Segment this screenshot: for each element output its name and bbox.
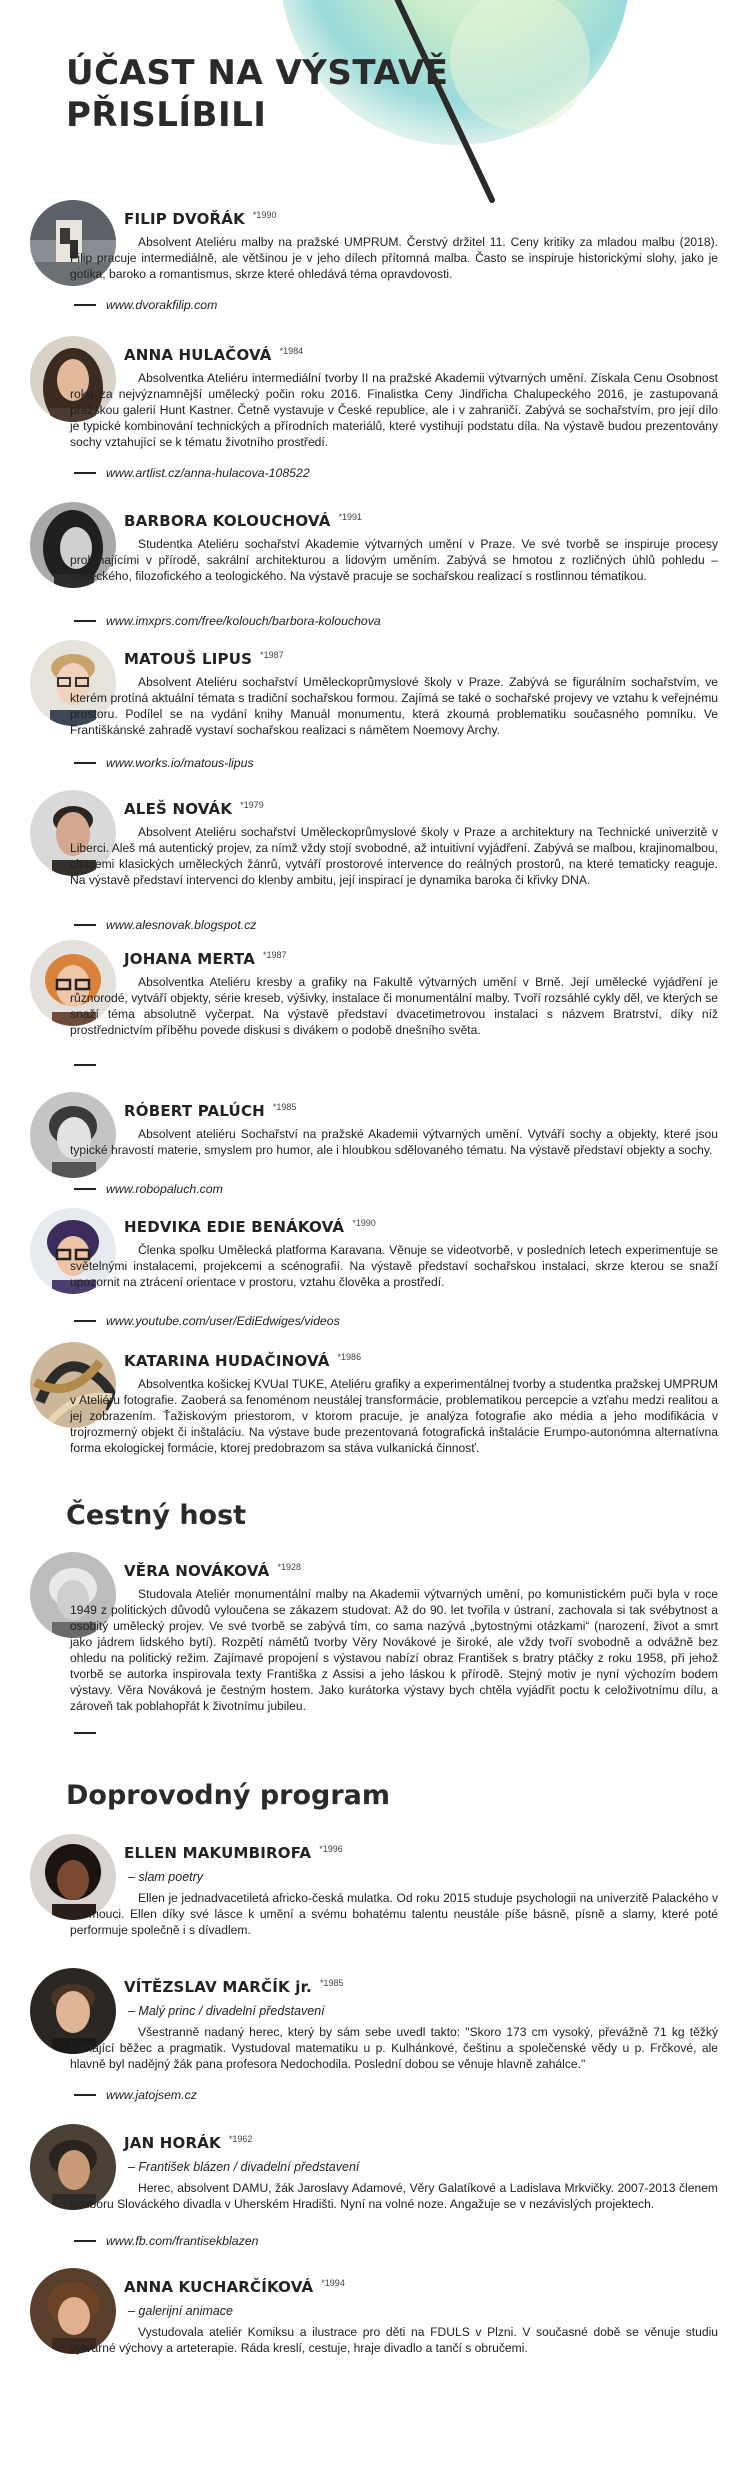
- artist-card: [30, 940, 720, 1080]
- page-title-line: ÚČAST NA VÝSTAVĚ: [66, 53, 449, 93]
- artist-year: *1991: [338, 512, 363, 522]
- performer-year: *1985: [319, 1978, 344, 1988]
- artist-name: KATARINA HUDAČINOVÁ: [124, 1352, 330, 1370]
- artist-name: MATOUŠ LIPUS: [124, 650, 253, 668]
- performer-bio: Všestranně nadaný herec, který by sám sebe uvedl takto: "Skoro 173 cm vysoký, převážně 71 kg těžký kulhající běžec a pragmatik. Vystudoval matematiku u p. Kulhánkové, češtinu a společenské vědy u p. Frčkové, ale hlavně byl nadějný žák pana profesora Nedochodila. Poslední dobou se věnuje hlavně zahálce.": [70, 2025, 718, 2071]
- page-title: [66, 52, 449, 136]
- artist-bio: Absolvent Ateliéru sochařství Uměleckoprůmyslové školy v Praze a architektury na Technické univerzitě v Liberci. Aleš má autentický projev, za nímž vždy stojí svobodné, až intuitivní vyjádření. Zabývá se malbou, krajinomalbou, citacemi klasických uměleckých žánrů, vytváří prostorové intervence do reálných prostorů, na které tematicky reaguje. Na výstavě představí intervenci do klenby ambitu, její inspirací je dynamika baroka či křivky DNA.: [70, 825, 718, 887]
- artist-card: [30, 790, 720, 930]
- artist-bio: Absolventka Ateliéru kresby a grafiky na Fakultě výtvarných umění v Brně. Její umělecké vyjádření je různorodé, vytváří objekty, série kreseb, výšivky, instalace či monumentální malby. Tvoří rozsáhlé cykly děl, ve kterých se snaží téma absolutně vyčerpat. Na výstavě představí dvacetimetrovou instalaci s názvem Bratrství, díky níž prostřednictvím příběhu povede diskusi s divákem o podobě dnešního světa.: [70, 975, 718, 1037]
- performer-role: – Malý princ / divadelní představení: [128, 2004, 325, 2018]
- artist-year: *1979: [240, 800, 264, 810]
- section-title-guest: Čestný host: [66, 1500, 247, 1531]
- artist-bio: Absolventka košickej KVUaI TUKE, Ateliéru grafiky a experimentálnej tvorby a studentka pražskej UMPRUM v Ateliéru fotografie. Zaoberá sa fenoménom neustálej transformácie, problematikou percepcie a vzťahu medzi realitou a jej zobrazením. Ťažiskovým priestorom, v ktorom pracuje, je analýza fotografie ako média a jeho modifikácia v trojrozmerný objekt či inštaláciu. Na výstave bude prezentovaná fotografická inštalácie Erumpo-autonómna alternatívna forma ekologickej formácie, ktorej predobrazom sa stáva vulkanická činnosť.: [70, 1377, 718, 1455]
- dash-divider: [74, 1064, 96, 1066]
- performer-name: ELLEN MAKUMBIROFA: [124, 1844, 312, 1862]
- guest-bio: Studovala Ateliér monumentální malby na Akademii výtvarných umění, po komunistickém puči byla v roce 1949 z politických důvodů vyloučena se zákazem studovat. Až do 90. let tvořila v ústraní, zachovala si tak svébytnost a osobitý umělecký projev. Ve své tvorbě se zabývá tím, co sama nazývá „bytostnými otázkami“ (narození, život a smrt jako jádrem lidského bytí). Rozpětí námětů tvorby Věry Novákové je široké, ale vždy tvoří svobodně a odvážně bez ohledu na politický režim. Zajímavé propojení s výstavou nabízí obraz František s bratry ptáčky z roku 1958, při jehož tvorbě se autorka inspirovala texty Františka z Assisi a jeho láskou k přírodě. Stejný motiv je nyní výchozím bodem výstavy. Věra Nováková je čestným hostem. Jako kurátorka výstavy bych chtěla vyjádřit poctu k celoživotnímu dílu, a zároveň tak poblahopřát k životnímu jubileu.: [70, 1587, 718, 1713]
- dash-divider: [74, 1188, 96, 1190]
- dash-divider: [74, 2240, 96, 2242]
- performer-bio: Vystudovala ateliér Komiksu a ilustrace pro děti na FDULS v Plzni. V současné době se věnuje studiu výtvarné výchovy a arteterapie. Ráda kreslí, cestuje, hraje divadlo a tančí s obručemi.: [70, 2325, 718, 2355]
- artist-name: BARBORA KOLOUCHOVÁ: [124, 512, 331, 530]
- artist-website: www.works.io/matous-lipus: [106, 756, 254, 770]
- guest-name: VĚRA NOVÁKOVÁ: [124, 1562, 270, 1580]
- artist-bio: Absolvent Ateliéru sochařství Uměleckoprůmyslové školy v Praze. Zabývá se figurálním sochařstvím, ve kterém protíná aktuální témata s tradiční sochařskou formou. Zajímá se také o sochařské projevy ve vztahu k veřejnému prostoru. Podílel se na vydání knihy Manuál monumentu, která zkoumá problematiku současného pomníku. Ve Františkánské zahradě vystaví sochařskou realizaci s námětem Noemovy Archy.: [70, 675, 718, 737]
- artist-name: ALEŠ NOVÁK: [124, 800, 233, 818]
- artist-bio: Absolvent Ateliéru malby na pražské UMPRUM. Čerstvý držitel 11. Ceny kritiky za mladou malbu (2018). Filip pracuje intermediálně, ale většinou je v jeho dílech přítomná malba. Často se inspiruje historickými slohy, jako je gotika, baroko a romantismus, skrze které ohledává téma opravdovosti.: [70, 235, 718, 281]
- artist-year: *1985: [272, 1102, 297, 1112]
- artist-website: www.robopaluch.com: [106, 1182, 223, 1196]
- performer-website: www.fb.com/frantisekblazen: [106, 2234, 259, 2248]
- artist-website: www.artlist.cz/anna-hulacova-108522: [106, 466, 310, 480]
- program-card: [30, 1968, 720, 2102]
- artist-card: [30, 640, 720, 774]
- guest-card: [30, 1552, 720, 1742]
- program-card: [30, 2268, 720, 2368]
- artist-year: *1984: [279, 346, 304, 356]
- artist-name: RÓBERT PALÚCH: [124, 1102, 265, 1120]
- artist-bio: Členka spolku Umělecká platforma Karavana. Věnuje se videotvorbě, v posledních letech experimentuje se světelnými instalacemi, projekcemi a scénografií. Na výstavě představí sochařskou instalaci, skrze kterou se snaží upozornit na ztrácení orientace v prostoru, vztahu člověka a prostředí.: [70, 1243, 718, 1289]
- artist-website: www.imxprs.com/free/kolouch/barbora-kolouchova: [106, 614, 381, 628]
- performer-name: ANNA KUCHARČÍKOVÁ: [124, 2278, 314, 2296]
- artist-name: JOHANA MERTA: [124, 950, 256, 968]
- dash-divider: [74, 620, 96, 622]
- dash-divider: [74, 1320, 96, 1322]
- dash-divider: [74, 304, 96, 306]
- artist-bio: Absolventka Ateliéru intermediální tvorby II na pražské Akademii výtvarných umění. Získala Cenu Osobnost roku za nejvýznamnější umělecký počin roku 2016. Finalistka Ceny Jindřicha Chalupeckého 2016, je zastupovaná pražskou galerií Hunt Kastner. Četně vystavuje v České republice, ale i v zahraničí. Zabývá se sochařstvím, pro její dílo je typické kombinování technických a přírodních materiálů, které vystihují podstatu díla. Na výstavě budou prezentovány sochy vztahující se k tématu životního prostředí.: [70, 371, 718, 449]
- artist-bio: Studentka Ateliéru sochařství Akademie výtvarných umění v Praze. Ve své tvorbě se inspiruje procesy probíhajícími v přírodě, sakrální architekturou a lidovým uměním. Zabývá se hmotou z rozličných úhlů pohledu – vědeckého, filozofického a teologického. Na výstavě pracuje se sochařskou realizací s rostlinnou tématikou.: [70, 537, 718, 583]
- dash-divider: [74, 924, 96, 926]
- artist-card: [30, 1092, 720, 1196]
- artist-bio: Absolvent ateliéru Sochařství na pražské Akademii výtvarných umění. Vytváří sochy a objekty, které jsou typické hravostí materie, smyslem pro humor, ale i hloubkou sdělovaného tématu. Na výstavě představí objekty a sochy.: [70, 1127, 718, 1157]
- artist-card: [30, 1208, 720, 1326]
- dash-divider: [74, 762, 96, 764]
- artist-name: ANNA HULAČOVÁ: [124, 346, 272, 364]
- page-title-line: PŘISLÍBILI: [66, 95, 267, 135]
- artist-year: *1987: [263, 950, 287, 960]
- artist-card: [30, 336, 720, 482]
- artist-card: [30, 502, 720, 628]
- dash-divider: [74, 1732, 96, 1734]
- artist-name: HEDVIKA EDIE BENÁKOVÁ: [124, 1218, 345, 1236]
- artist-website: www.youtube.com/user/EdiEdwiges/videos: [106, 1314, 340, 1328]
- performer-year: *1996: [319, 1844, 343, 1854]
- section-title-program: Doprovodný program: [66, 1780, 391, 1811]
- guest-year: *1928: [277, 1562, 301, 1572]
- program-card: [30, 2124, 720, 2248]
- performer-role: – František blázen / divadelní představení: [128, 2160, 360, 2174]
- artist-name: FILIP DVOŘÁK: [124, 210, 245, 228]
- artist-year: *1986: [337, 1352, 362, 1362]
- artist-year: *1987: [260, 650, 284, 660]
- artist-year: *1990: [252, 210, 277, 220]
- performer-role: – galerijní animace: [128, 2304, 233, 2318]
- artist-card: [30, 200, 720, 312]
- artist-website: www.alesnovak.blogspot.cz: [106, 918, 257, 932]
- performer-year: *1962: [228, 2134, 253, 2144]
- artist-year: *1990: [352, 1218, 376, 1228]
- dash-divider: [74, 2094, 96, 2096]
- performer-name: JAN HORÁK: [124, 2134, 221, 2152]
- artist-website: www.dvorakfilip.com: [106, 298, 218, 312]
- performer-name: VÍTĚZSLAV MARČÍK jr.: [124, 1978, 312, 1996]
- program-card: [30, 1834, 720, 1946]
- performer-role: – slam poetry: [128, 1870, 204, 1884]
- performer-bio: Ellen je jednadvacetiletá africko-česká mulatka. Od roku 2015 studuje psychologii na univerzitě Palackého v Olomouci. Ellen díky své lásce k umění a svému bohatému talentu neustále píše básně, písně a slamy, které poté performuje společně i s dívadlem.: [70, 1891, 718, 1937]
- performer-website: www.jatojsem.cz: [106, 2088, 197, 2102]
- artist-card: [30, 1342, 720, 1472]
- dash-divider: [74, 472, 96, 474]
- performer-year: *1994: [321, 2278, 345, 2288]
- performer-bio: Herec, absolvent DAMU, žák Jaroslavy Adamové, Věry Galatíkové a Ladislava Mrkvičky. 2007-2013 členem souboru Slováckého divadla v Uherském Hradišti. Nyní na volné noze. Angažuje se v nezávislých projektech.: [70, 2181, 718, 2211]
